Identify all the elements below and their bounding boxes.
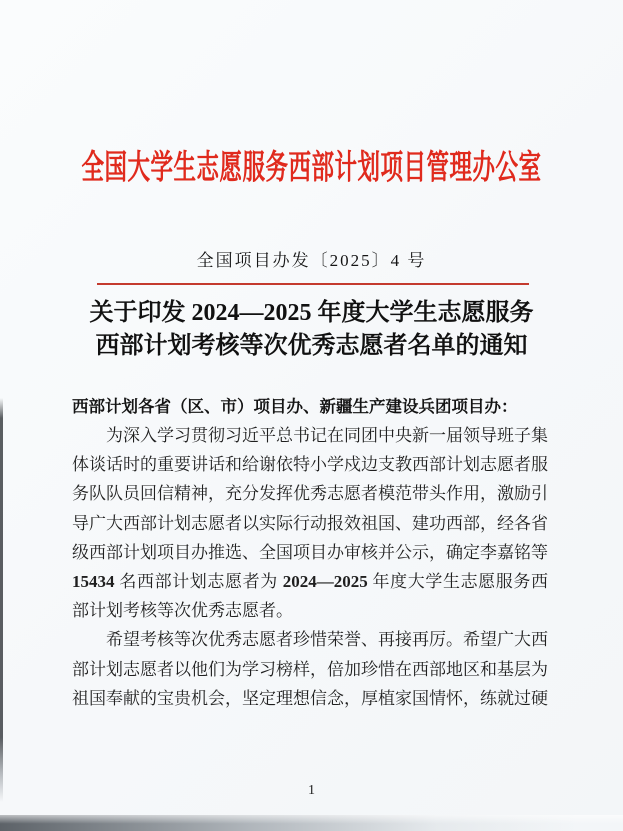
notice-title-line-1: 关于印发 2024—2025 年度大学生志愿服务 (89, 300, 534, 326)
body-paragraph: 希望考核等次优秀志愿者珍惜荣誉、再接再厉。希望广大西部计划志愿者以他们为学习榜样，倍加珍惜在西部地区和基层为祖国奉献的宝贵机会，坚定理想信念，厚植家国情怀，练就过硬 (72, 630, 548, 708)
doc-number: 全国项目办发〔2025〕4 号 (196, 251, 427, 270)
notice-body (72, 421, 548, 713)
scan-bottom-edge-shadow (0, 815, 623, 831)
page-number: 1 (308, 783, 315, 798)
salutation: 西部计划各省（区、市）项目办、新疆生产建设兵团项目办： (72, 398, 518, 416)
body-paragraph: 为深入学习贯彻习近平总书记在同团中央新一届领导班子集体谈话时的重要讲话和给谢依特小学戍边支教西部计划志愿者服务队队员回信精神，充分发挥优秀志愿者模范带头作用，激励引导广大西部计划志愿者以实际行动报效祖国、建功西部，经各省级西部计划项目办推选、全国项目办审核并公示，确定李嘉铭等 15434 名西部计划志愿者为 2024—2025 年度大学生志愿服务西部计划考核等次优秀志愿者。 (72, 426, 549, 621)
red-rule-divider (97, 283, 529, 285)
scan-left-edge-shadow (0, 398, 3, 802)
notice-title-line-2: 西部计划考核等次优秀志愿者名单的通知 (95, 333, 528, 359)
letterhead-title: 全国大学生志愿服务西部计划项目管理办公室 (81, 148, 542, 186)
notice-title (30, 297, 593, 363)
